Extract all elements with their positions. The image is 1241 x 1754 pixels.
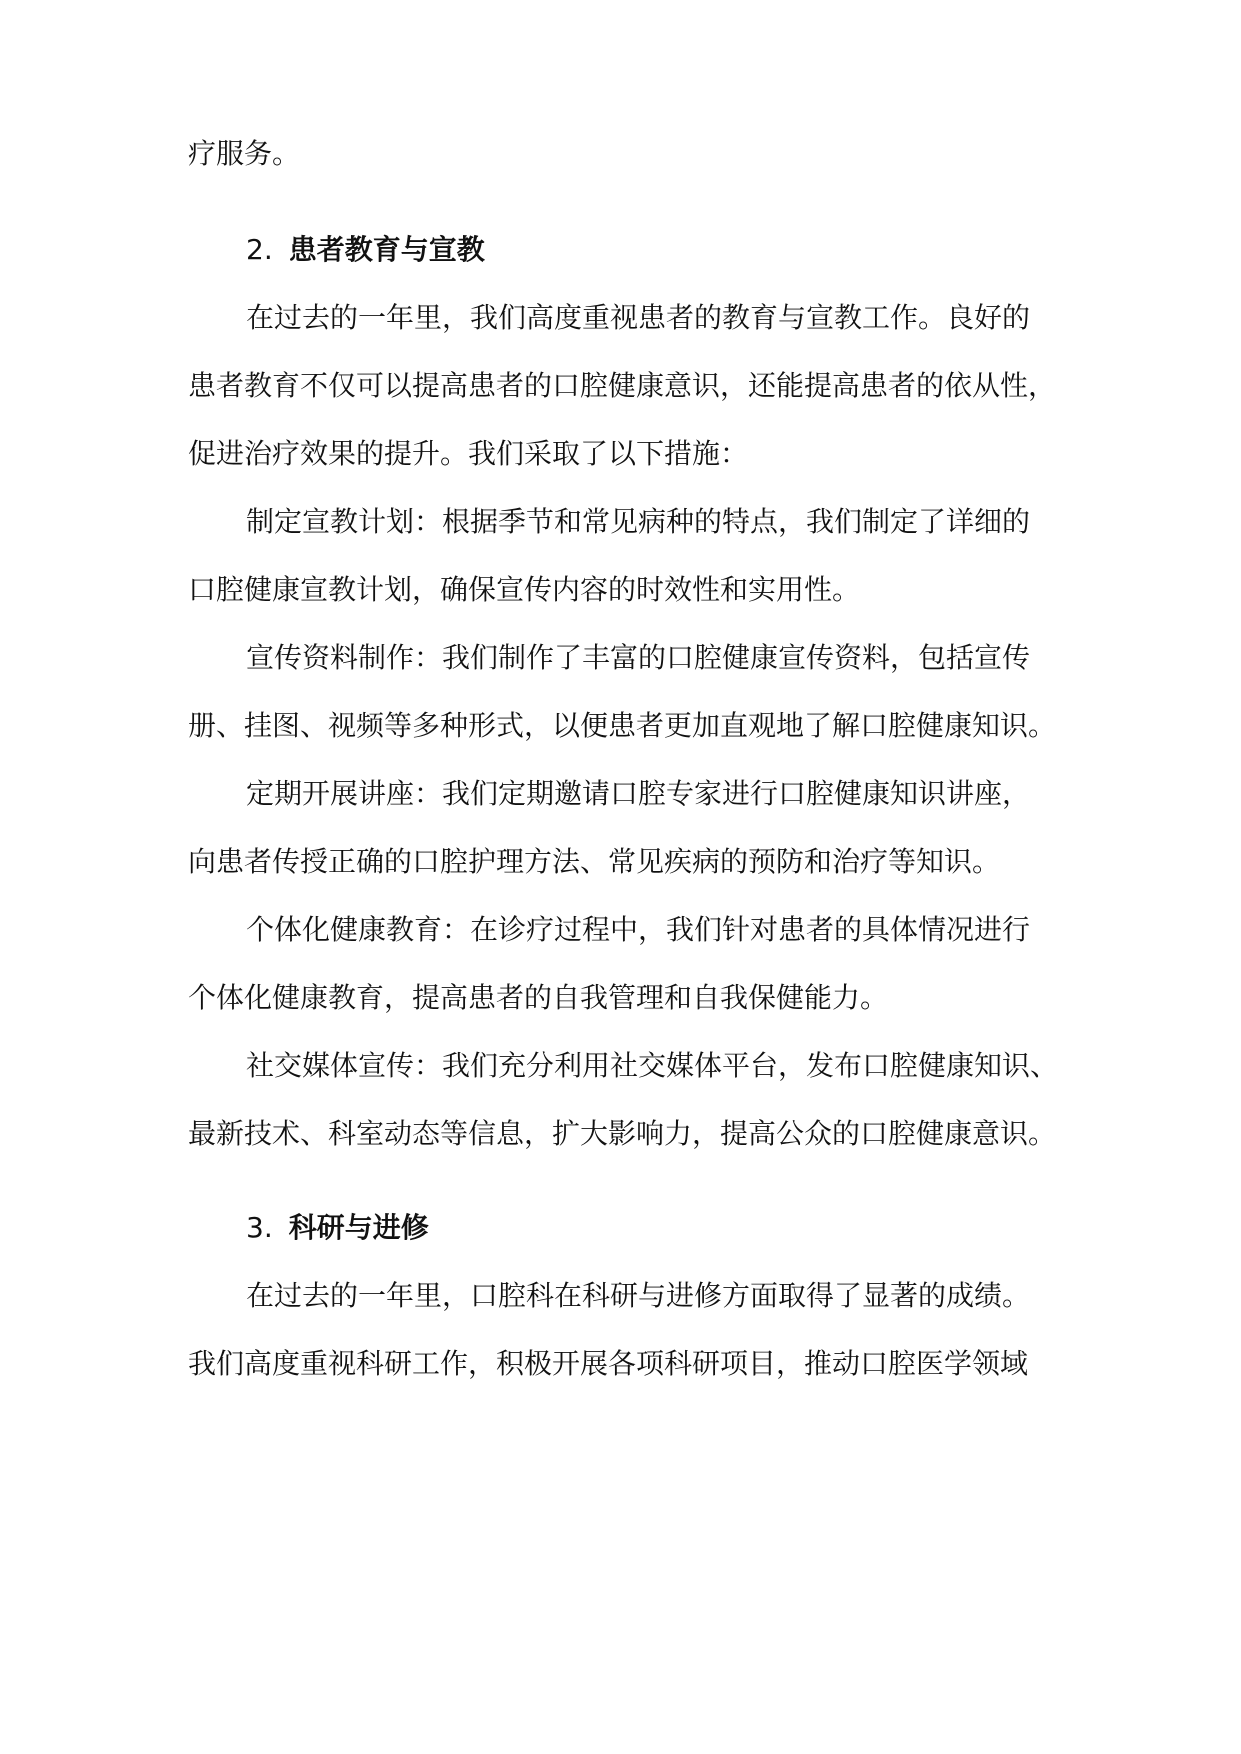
measure-item-line: 向患者传授正确的口腔护理方法、常见疾病的预防和治疗等知识。 — [188, 845, 1001, 878]
section-3-heading — [246, 1208, 429, 1248]
measure-item-line: 册、挂图、视频等多种形式，以便患者更加直观地了解口腔健康知识。 — [188, 709, 1057, 742]
paragraph-line: 我们高度重视科研工作，积极开展各项科研项目，推动口腔医学领域 — [188, 1347, 1029, 1380]
measure-item-line: 最新技术、科室动态等信息，扩大影响力，提高公众的口腔健康意识。 — [188, 1117, 1057, 1150]
section-2-title: 患者教育与宣教 — [288, 233, 485, 266]
measure-item-line: 口腔健康宣教计划，确保宣传内容的时效性和实用性。 — [188, 573, 861, 606]
paragraph-line: 在过去的一年里，口腔科在科研与进修方面取得了显著的成绩。 — [246, 1279, 1031, 1312]
section-2-number: 2. — [246, 233, 273, 266]
measure-item-line: 社交媒体宣传：我们充分利用社交媒体平台，发布口腔健康知识、 — [246, 1049, 1059, 1082]
paragraph-line: 患者教育不仅可以提高患者的口腔健康意识，还能提高患者的依从性， — [188, 369, 1057, 402]
section-3-title: 科研与进修 — [288, 1211, 429, 1244]
paragraph-line: 在过去的一年里，我们高度重视患者的教育与宣教工作。良好的 — [246, 301, 1031, 334]
measure-item-line: 个体化健康教育，提高患者的自我管理和自我保健能力。 — [188, 981, 889, 1014]
measure-item-line: 定期开展讲座：我们定期邀请口腔专家进行口腔健康知识讲座， — [246, 777, 1031, 810]
paragraph-line: 促进治疗效果的提升。我们采取了以下措施： — [188, 437, 749, 470]
section-3-number: 3. — [246, 1211, 273, 1244]
section-2-heading — [246, 230, 485, 270]
measure-item-line: 个体化健康教育：在诊疗过程中，我们针对患者的具体情况进行 — [246, 913, 1031, 946]
intro-line: 疗服务。 — [188, 137, 301, 170]
measure-item-line: 制定宣教计划：根据季节和常见病种的特点，我们制定了详细的 — [246, 505, 1031, 538]
measure-item-line: 宣传资料制作：我们制作了丰富的口腔健康宣传资料，包括宣传 — [246, 641, 1031, 674]
